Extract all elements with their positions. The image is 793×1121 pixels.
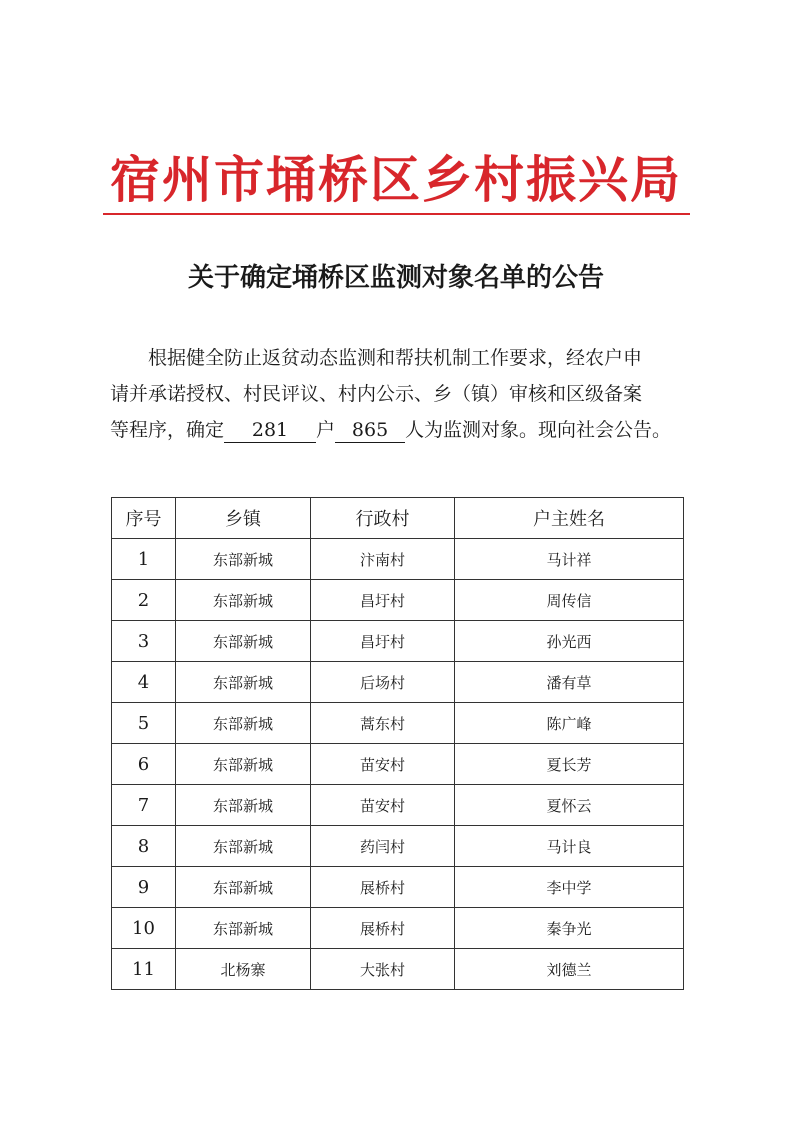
letterhead-title: 宿州市埇桥区乡村振兴局 bbox=[110, 151, 682, 209]
households-unit: 户 bbox=[316, 419, 336, 441]
cell-seq: 1 bbox=[112, 539, 176, 580]
cell-householder: 孙光西 bbox=[455, 621, 684, 662]
cell-seq: 5 bbox=[112, 703, 176, 744]
cell-village: 大张村 bbox=[311, 949, 455, 990]
cell-householder: 马计良 bbox=[455, 826, 684, 867]
cell-seq: 10 bbox=[112, 908, 176, 949]
table-row bbox=[112, 703, 684, 744]
letterhead-divider bbox=[103, 213, 690, 215]
cell-township: 东部新城 bbox=[176, 744, 311, 785]
cell-village: 苗安村 bbox=[311, 744, 455, 785]
cell-village: 昌圩村 bbox=[311, 621, 455, 662]
body-line-3-suffix: 人为监测对象。现向社会公告。 bbox=[405, 419, 672, 441]
cell-village: 药闫村 bbox=[311, 826, 455, 867]
table-row bbox=[112, 621, 684, 662]
header-township: 乡镇 bbox=[176, 498, 311, 539]
body-line-3 bbox=[110, 412, 690, 448]
table-row bbox=[112, 908, 684, 949]
cell-village: 苗安村 bbox=[311, 785, 455, 826]
cell-village: 蒿东村 bbox=[311, 703, 455, 744]
cell-township: 东部新城 bbox=[176, 826, 311, 867]
body-line-2: 请并承诺授权、村民评议、村内公示、乡（镇）审核和区级备案 bbox=[110, 383, 643, 405]
cell-householder: 夏怀云 bbox=[455, 785, 684, 826]
header-seq: 序号 bbox=[112, 498, 176, 539]
cell-township: 东部新城 bbox=[176, 539, 311, 580]
cell-township: 东部新城 bbox=[176, 867, 311, 908]
notice-body bbox=[110, 340, 690, 448]
table-row bbox=[112, 580, 684, 621]
cell-householder: 夏长芳 bbox=[455, 744, 684, 785]
cell-householder: 李中学 bbox=[455, 867, 684, 908]
cell-householder: 刘德兰 bbox=[455, 949, 684, 990]
cell-seq: 8 bbox=[112, 826, 176, 867]
cell-township: 东部新城 bbox=[176, 580, 311, 621]
cell-township: 东部新城 bbox=[176, 662, 311, 703]
table-row bbox=[112, 867, 684, 908]
persons-count: 865 bbox=[335, 418, 405, 443]
cell-householder: 潘有草 bbox=[455, 662, 684, 703]
header-village: 行政村 bbox=[311, 498, 455, 539]
table-row bbox=[112, 744, 684, 785]
table-row bbox=[112, 662, 684, 703]
notice-title: 关于确定埇桥区监测对象名单的公告 bbox=[187, 263, 604, 293]
cell-village: 昌圩村 bbox=[311, 580, 455, 621]
cell-township: 北杨寨 bbox=[176, 949, 311, 990]
cell-village: 后场村 bbox=[311, 662, 455, 703]
cell-householder: 陈广峰 bbox=[455, 703, 684, 744]
table-body bbox=[112, 539, 684, 990]
table-row bbox=[112, 539, 684, 580]
cell-seq: 6 bbox=[112, 744, 176, 785]
monitoring-list-table bbox=[111, 497, 684, 990]
table-row bbox=[112, 949, 684, 990]
cell-township: 东部新城 bbox=[176, 621, 311, 662]
cell-village: 汴南村 bbox=[311, 539, 455, 580]
cell-village: 展桥村 bbox=[311, 908, 455, 949]
cell-seq: 11 bbox=[112, 949, 176, 990]
cell-township: 东部新城 bbox=[176, 908, 311, 949]
cell-village: 展桥村 bbox=[311, 867, 455, 908]
cell-township: 东部新城 bbox=[176, 703, 311, 744]
cell-householder: 秦争光 bbox=[455, 908, 684, 949]
table-header-row bbox=[112, 498, 684, 539]
households-count: 281 bbox=[224, 418, 316, 443]
cell-householder: 周传信 bbox=[455, 580, 684, 621]
cell-township: 东部新城 bbox=[176, 785, 311, 826]
cell-seq: 3 bbox=[112, 621, 176, 662]
body-line-3-prefix: 等程序，确定 bbox=[110, 419, 225, 441]
table-row bbox=[112, 826, 684, 867]
cell-seq: 9 bbox=[112, 867, 176, 908]
cell-seq: 2 bbox=[112, 580, 176, 621]
cell-seq: 4 bbox=[112, 662, 176, 703]
cell-seq: 7 bbox=[112, 785, 176, 826]
header-householder: 户主姓名 bbox=[455, 498, 684, 539]
table-row bbox=[112, 785, 684, 826]
cell-householder: 马计祥 bbox=[455, 539, 684, 580]
body-line-1: 根据健全防止返贫动态监测和帮扶机制工作要求，经农户申 bbox=[148, 347, 643, 369]
